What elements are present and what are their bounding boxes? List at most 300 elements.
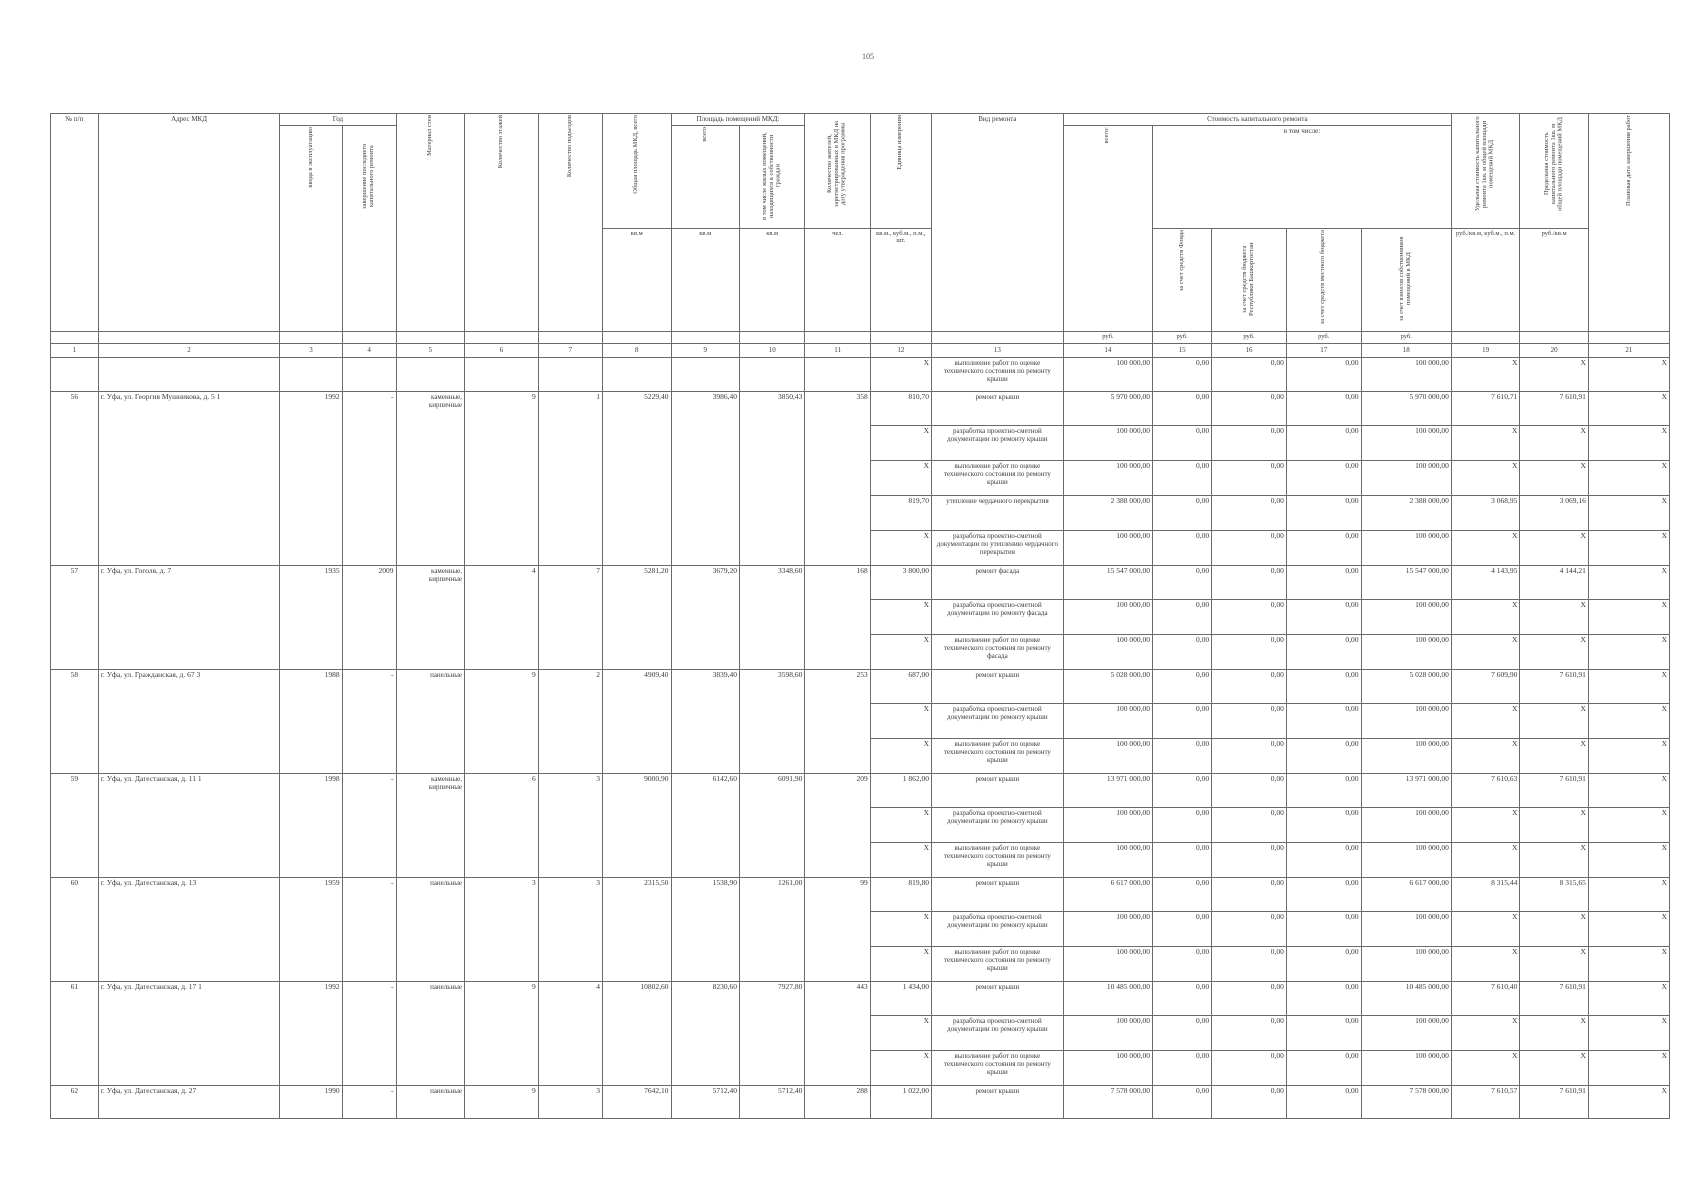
cost-local: 0,00: [1286, 496, 1361, 531]
unit-measure: кв.м., куб.м., п.м., шт.: [870, 229, 931, 332]
column-number: 6: [465, 344, 539, 358]
year-built: 1992: [280, 982, 342, 1086]
cost-local: 0,00: [1286, 808, 1361, 843]
cost-local: 0,00: [1286, 704, 1361, 739]
unit-cell: [1520, 332, 1588, 344]
cost-total: 100 000,00: [1063, 358, 1152, 392]
planned-date: X: [1588, 878, 1669, 912]
unit-area-total: кв.м: [671, 229, 739, 332]
cost-local: 0,00: [1286, 670, 1361, 704]
unit-area-residential: кв.м: [740, 229, 805, 332]
repair-work: разработка проектно-сметной документации по ремонту крыши: [931, 426, 1063, 461]
cost-local: 0,00: [1286, 600, 1361, 635]
max-cost: 7 610,91: [1520, 670, 1588, 704]
premises-area-residential: 3850,43: [740, 392, 805, 566]
table-row: [51, 878, 1670, 912]
cost-fund: 0,00: [1153, 600, 1212, 635]
entrances-count: [538, 358, 602, 392]
premises-area-residential: 3598,60: [740, 670, 805, 774]
cost-fund: 0,00: [1153, 392, 1212, 426]
planned-date: X: [1588, 912, 1669, 947]
floors-count: 9: [465, 982, 539, 1086]
column-number: 9: [671, 344, 739, 358]
cost-owners: 100 000,00: [1361, 600, 1451, 635]
unit-cell: руб.: [1153, 332, 1212, 344]
cost-budget-rb: 0,00: [1212, 566, 1287, 600]
column-numbers-row: [51, 344, 1670, 358]
unit-cell: [805, 332, 870, 344]
cost-owners: 100 000,00: [1361, 635, 1451, 670]
premises-area-total: 5712,40: [671, 1086, 739, 1119]
cost-owners: 100 000,00: [1361, 1016, 1451, 1051]
cost-budget-rb: 0,00: [1212, 774, 1287, 808]
column-number: 5: [396, 344, 464, 358]
unit-cell: [51, 332, 99, 344]
cost-total: 100 000,00: [1063, 808, 1152, 843]
register-table: [50, 113, 1670, 1119]
unit-value: X: [870, 739, 931, 774]
unit-value: 1 862,00: [870, 774, 931, 808]
column-number: 1: [51, 344, 99, 358]
unit-max-cost: руб./кв.м: [1520, 229, 1588, 332]
max-cost: 4 144,21: [1520, 566, 1588, 600]
max-cost: X: [1520, 358, 1588, 392]
repair-work: разработка проектно-сметной документации по утеплению чердачного перекрытия: [931, 531, 1063, 566]
specific-cost: 8 315,44: [1451, 878, 1519, 912]
specific-cost: X: [1451, 600, 1519, 635]
repair-work: выполнение работ по оценке технического состояния по ремонту крыши: [931, 739, 1063, 774]
max-cost: 3 069,16: [1520, 496, 1588, 531]
year-last-repair: -: [342, 392, 396, 566]
max-cost: X: [1520, 739, 1588, 774]
max-cost: 8 315,65: [1520, 878, 1588, 912]
header-year-last-repair: завершение последнего капитального ремонта: [342, 126, 396, 332]
unit-cell: руб.: [1212, 332, 1287, 344]
header-area-residential: в том числе жилых помещений, находящихся в собственности граждан: [740, 126, 805, 229]
repair-work: ремонт крыши: [931, 1086, 1063, 1119]
cost-owners: 100 000,00: [1361, 912, 1451, 947]
column-number: 2: [98, 344, 280, 358]
table-row: [51, 774, 1670, 808]
unit-value: 1 022,00: [870, 1086, 931, 1119]
cost-total: 5 970 000,00: [1063, 392, 1152, 426]
repair-work: ремонт фасада: [931, 566, 1063, 600]
column-number: 10: [740, 344, 805, 358]
cost-budget-rb: 0,00: [1212, 843, 1287, 878]
table-row: [51, 670, 1670, 704]
entrances-count: 3: [538, 1086, 602, 1119]
cost-fund: 0,00: [1153, 358, 1212, 392]
house-address: г. Уфа, ул. Гражданская, д. 67 3: [98, 670, 280, 774]
entrances-count: 3: [538, 878, 602, 982]
house-address: г. Уфа, ул. Гоголя, д. 7: [98, 566, 280, 670]
header-residents: Количество жителей, зарегистрированных в МКД на дату утверждения программы: [805, 114, 870, 229]
entrances-count: 7: [538, 566, 602, 670]
specific-cost: X: [1451, 947, 1519, 982]
residents-count: 253: [805, 670, 870, 774]
unit-cell: [740, 332, 805, 344]
wall-material: каменные, кирпичные: [396, 566, 464, 670]
unit-cell: [671, 332, 739, 344]
cost-budget-rb: 0,00: [1212, 704, 1287, 739]
unit-specific-cost: руб./кв.м, куб.м., п.м.: [1451, 229, 1519, 332]
unit-cell: руб.: [1063, 332, 1152, 344]
header-area-total: всего: [671, 126, 739, 229]
unit-value: X: [870, 600, 931, 635]
cost-fund: 0,00: [1153, 496, 1212, 531]
unit-value: 1 434,00: [870, 982, 931, 1016]
entrances-count: 3: [538, 774, 602, 878]
planned-date: X: [1588, 670, 1669, 704]
specific-cost: X: [1451, 1016, 1519, 1051]
unit-cell: [280, 332, 342, 344]
specific-cost: 7 609,90: [1451, 670, 1519, 704]
cost-fund: 0,00: [1153, 531, 1212, 566]
cost-budget-rb: 0,00: [1212, 392, 1287, 426]
cost-budget-rb: 0,00: [1212, 878, 1287, 912]
column-number: 19: [1451, 344, 1519, 358]
header-cost-total: всего:: [1063, 126, 1152, 332]
planned-date: X: [1588, 635, 1669, 670]
cost-budget-rb: 0,00: [1212, 1086, 1287, 1119]
repair-work: разработка проектно-сметной документации по ремонту крыши: [931, 912, 1063, 947]
year-last-repair: [342, 358, 396, 392]
planned-date: X: [1588, 774, 1669, 808]
specific-cost: 7 610,57: [1451, 1086, 1519, 1119]
specific-cost: X: [1451, 531, 1519, 566]
specific-cost: X: [1451, 739, 1519, 774]
row-number: 59: [51, 774, 99, 878]
unit-cell: [342, 332, 396, 344]
wall-material: панельные: [396, 878, 464, 982]
repair-work: выполнение работ по оценке технического состояния по ремонту крыши: [931, 1051, 1063, 1086]
unit-value: X: [870, 1051, 931, 1086]
cost-fund: 0,00: [1153, 947, 1212, 982]
max-cost: X: [1520, 1016, 1588, 1051]
unit-cell: [538, 332, 602, 344]
header-year-group: Год: [280, 114, 396, 126]
entrances-count: 2: [538, 670, 602, 774]
column-number: 17: [1286, 344, 1361, 358]
cost-total: 2 388 000,00: [1063, 496, 1152, 531]
unit-value: X: [870, 912, 931, 947]
specific-cost: X: [1451, 912, 1519, 947]
repair-work: ремонт крыши: [931, 774, 1063, 808]
header-repair-type: Вид ремонта: [931, 114, 1063, 332]
cost-total: 5 028 000,00: [1063, 670, 1152, 704]
header-cost-fund: за счет средств Фонда: [1153, 229, 1212, 332]
unit-value: X: [870, 461, 931, 496]
total-area: 10802,60: [603, 982, 671, 1086]
cost-total: 100 000,00: [1063, 739, 1152, 774]
wall-material: [396, 358, 464, 392]
repair-work: ремонт крыши: [931, 670, 1063, 704]
max-cost: X: [1520, 947, 1588, 982]
cost-local: 0,00: [1286, 392, 1361, 426]
column-number: 8: [603, 344, 671, 358]
cost-total: 10 485 000,00: [1063, 982, 1152, 1016]
header-max-cost: Предельная стоимость капитального ремонта 1кв. м общей площади помещений МКД: [1520, 114, 1588, 229]
year-last-repair: -: [342, 670, 396, 774]
unit-cell: [465, 332, 539, 344]
specific-cost: X: [1451, 426, 1519, 461]
year-built: 1990: [280, 1086, 342, 1119]
planned-date: X: [1588, 600, 1669, 635]
specific-cost: 7 610,40: [1451, 982, 1519, 1016]
row-number: [51, 358, 99, 392]
unit-cell: [603, 332, 671, 344]
max-cost: X: [1520, 808, 1588, 843]
table-row: [51, 982, 1670, 1016]
max-cost: X: [1520, 531, 1588, 566]
cost-budget-rb: 0,00: [1212, 461, 1287, 496]
header-premises-area-group: Площадь помещений МКД:: [671, 114, 805, 126]
cost-budget-rb: 0,00: [1212, 496, 1287, 531]
max-cost: X: [1520, 600, 1588, 635]
cost-total: 7 578 000,00: [1063, 1086, 1152, 1119]
premises-area-total: 3986,40: [671, 392, 739, 566]
column-number: 4: [342, 344, 396, 358]
repair-program-table: [50, 113, 1670, 1119]
header-cost-owners: за счет взносов собственников помещений в МКД: [1361, 229, 1451, 332]
cost-fund: 0,00: [1153, 843, 1212, 878]
unit-value: X: [870, 635, 931, 670]
max-cost: X: [1520, 426, 1588, 461]
max-cost: X: [1520, 635, 1588, 670]
repair-work: выполнение работ по оценке технического состояния по ремонту крыши: [931, 843, 1063, 878]
cost-fund: 0,00: [1153, 670, 1212, 704]
cost-fund: 0,00: [1153, 739, 1212, 774]
cost-fund: 0,00: [1153, 704, 1212, 739]
cost-fund: 0,00: [1153, 635, 1212, 670]
cost-local: 0,00: [1286, 878, 1361, 912]
cost-budget-rb: 0,00: [1212, 531, 1287, 566]
row-number: 58: [51, 670, 99, 774]
premises-area-total: 3679,20: [671, 566, 739, 670]
year-last-repair: -: [342, 1086, 396, 1119]
repair-work: ремонт крыши: [931, 392, 1063, 426]
row-number: 56: [51, 392, 99, 566]
repair-work: утепление чердачного перекрытия: [931, 496, 1063, 531]
floors-count: 9: [465, 392, 539, 566]
repair-work: выполнение работ по оценке технического состояния по ремонту крыши: [931, 358, 1063, 392]
cost-owners: 100 000,00: [1361, 461, 1451, 496]
cost-owners: 5 028 000,00: [1361, 670, 1451, 704]
unit-value: 810,70: [870, 392, 931, 426]
cost-budget-rb: 0,00: [1212, 982, 1287, 1016]
planned-date: X: [1588, 426, 1669, 461]
cost-fund: 0,00: [1153, 982, 1212, 1016]
repair-work: разработка проектно-сметной документации по ремонту крыши: [931, 808, 1063, 843]
header-unit: Единица измерения: [870, 114, 931, 229]
planned-date: X: [1588, 531, 1669, 566]
cost-owners: 100 000,00: [1361, 808, 1451, 843]
floors-count: 4: [465, 566, 539, 670]
cost-owners: 10 485 000,00: [1361, 982, 1451, 1016]
planned-date: X: [1588, 1086, 1669, 1119]
cost-owners: 100 000,00: [1361, 947, 1451, 982]
column-number: 3: [280, 344, 342, 358]
header-entrances: Количество подъездов: [538, 114, 602, 332]
column-number: 11: [805, 344, 870, 358]
cost-total: 100 000,00: [1063, 1051, 1152, 1086]
total-area: 2315,50: [603, 878, 671, 982]
header-total-area: Общая площадь МКД, всего: [603, 114, 671, 229]
house-address: г. Уфа, ул. Дагестанская, д. 13: [98, 878, 280, 982]
specific-cost: 7 610,71: [1451, 392, 1519, 426]
total-area: 4909,40: [603, 670, 671, 774]
premises-area-total: 6142,60: [671, 774, 739, 878]
cost-budget-rb: 0,00: [1212, 1051, 1287, 1086]
repair-work: выполнение работ по оценке технического состояния по ремонту фасада: [931, 635, 1063, 670]
cost-owners: 6 617 000,00: [1361, 878, 1451, 912]
residents-count: 443: [805, 982, 870, 1086]
repair-work: разработка проектно-сметной документации по ремонту фасада: [931, 600, 1063, 635]
unit-cell: [931, 332, 1063, 344]
house-address: г. Уфа, ул. Дагестанская, д. 11 1: [98, 774, 280, 878]
max-cost: X: [1520, 1051, 1588, 1086]
cost-local: 0,00: [1286, 843, 1361, 878]
year-last-repair: 2009: [342, 566, 396, 670]
house-address: г. Уфа, ул. Дагестанская, д. 17 1: [98, 982, 280, 1086]
cost-local: 0,00: [1286, 531, 1361, 566]
unit-value: X: [870, 358, 931, 392]
max-cost: 7 610,91: [1520, 392, 1588, 426]
cost-local: 0,00: [1286, 1086, 1361, 1119]
cost-budget-rb: 0,00: [1212, 600, 1287, 635]
table-body: [51, 332, 1670, 1119]
unit-value: X: [870, 843, 931, 878]
planned-date: X: [1588, 843, 1669, 878]
cost-fund: 0,00: [1153, 1051, 1212, 1086]
year-built: 1959: [280, 878, 342, 982]
unit-cell: [1451, 332, 1519, 344]
premises-area-residential: 6091,90: [740, 774, 805, 878]
wall-material: панельные: [396, 1086, 464, 1119]
cost-owners: 7 578 000,00: [1361, 1086, 1451, 1119]
planned-date: X: [1588, 358, 1669, 392]
planned-date: X: [1588, 566, 1669, 600]
column-number: 21: [1588, 344, 1669, 358]
wall-material: панельные: [396, 982, 464, 1086]
year-built: 1998: [280, 774, 342, 878]
cost-fund: 0,00: [1153, 878, 1212, 912]
wall-material: каменные, кирпичные: [396, 392, 464, 566]
cost-owners: 15 547 000,00: [1361, 566, 1451, 600]
cost-local: 0,00: [1286, 461, 1361, 496]
residents-count: 168: [805, 566, 870, 670]
cost-fund: 0,00: [1153, 808, 1212, 843]
max-cost: X: [1520, 843, 1588, 878]
specific-cost: 4 143,95: [1451, 566, 1519, 600]
cost-budget-rb: 0,00: [1212, 670, 1287, 704]
cost-total: 6 617 000,00: [1063, 878, 1152, 912]
cost-total: 100 000,00: [1063, 947, 1152, 982]
unit-value: 3 800,00: [870, 566, 931, 600]
wall-material: панельные: [396, 670, 464, 774]
planned-date: X: [1588, 392, 1669, 426]
premises-area-total: 1538,90: [671, 878, 739, 982]
cost-budget-rb: 0,00: [1212, 1016, 1287, 1051]
residents-count: 209: [805, 774, 870, 878]
unit-total-area: кв.м: [603, 229, 671, 332]
residents-count: 358: [805, 392, 870, 566]
floors-count: 9: [465, 1086, 539, 1119]
header-specific-cost: Удельная стоимость капитального ремонта 1кв. м общей площади помещений МКД: [1451, 114, 1519, 229]
cost-total: 15 547 000,00: [1063, 566, 1152, 600]
house-address: г. Уфа, ул. Георгия Мушникова, д. 5 1: [98, 392, 280, 566]
premises-area-total: 3839,40: [671, 670, 739, 774]
cost-owners: 13 971 000,00: [1361, 774, 1451, 808]
unit-value: X: [870, 704, 931, 739]
row-number: 57: [51, 566, 99, 670]
column-number: 13: [931, 344, 1063, 358]
unit-cell: руб.: [1286, 332, 1361, 344]
column-number: 7: [538, 344, 602, 358]
entrances-count: 4: [538, 982, 602, 1086]
cost-owners: 2 388 000,00: [1361, 496, 1451, 531]
wall-material: каменные, кирпичные: [396, 774, 464, 878]
premises-area-total: 8230,60: [671, 982, 739, 1086]
cost-local: 0,00: [1286, 982, 1361, 1016]
residents-count: 99: [805, 878, 870, 982]
unit-value: 819,70: [870, 496, 931, 531]
specific-cost: X: [1451, 461, 1519, 496]
cost-budget-rb: 0,00: [1212, 739, 1287, 774]
row-number: 61: [51, 982, 99, 1086]
repair-work: разработка проектно-сметной документации по ремонту крыши: [931, 1016, 1063, 1051]
cost-local: 0,00: [1286, 774, 1361, 808]
unit-cell: [98, 332, 280, 344]
header-floors: Количество этажей: [465, 114, 539, 332]
cost-total: 100 000,00: [1063, 912, 1152, 947]
cost-owners: 5 970 000,00: [1361, 392, 1451, 426]
cost-local: 0,00: [1286, 1051, 1361, 1086]
cost-fund: 0,00: [1153, 912, 1212, 947]
unit-cell: [870, 332, 931, 344]
total-area: [603, 358, 671, 392]
premises-area-residential: 1261,00: [740, 878, 805, 982]
floors-count: [465, 358, 539, 392]
header-cost-budget-rb: за счет средств бюджета Республики Башкортостан: [1212, 229, 1287, 332]
residents-count: [805, 358, 870, 392]
premises-area-total: [671, 358, 739, 392]
planned-date: X: [1588, 704, 1669, 739]
header-cost-group: Стоимость капитального ремонта: [1063, 114, 1451, 126]
cost-owners: 100 000,00: [1361, 843, 1451, 878]
cost-owners: 100 000,00: [1361, 426, 1451, 461]
cost-owners: 100 000,00: [1361, 739, 1451, 774]
column-number: 16: [1212, 344, 1287, 358]
premises-area-residential: [740, 358, 805, 392]
unit-value: 687,00: [870, 670, 931, 704]
unit-value: X: [870, 426, 931, 461]
cost-fund: 0,00: [1153, 1086, 1212, 1119]
year-last-repair: -: [342, 774, 396, 878]
cost-total: 100 000,00: [1063, 843, 1152, 878]
repair-work: ремонт крыши: [931, 878, 1063, 912]
max-cost: 7 610,91: [1520, 1086, 1588, 1119]
planned-date: X: [1588, 808, 1669, 843]
max-cost: X: [1520, 912, 1588, 947]
house-address: [98, 358, 280, 392]
cost-local: 0,00: [1286, 1016, 1361, 1051]
repair-work: ремонт крыши: [931, 982, 1063, 1016]
cost-owners: 100 000,00: [1361, 358, 1451, 392]
total-area: 5281,20: [603, 566, 671, 670]
cost-budget-rb: 0,00: [1212, 635, 1287, 670]
specific-cost: 7 610,63: [1451, 774, 1519, 808]
